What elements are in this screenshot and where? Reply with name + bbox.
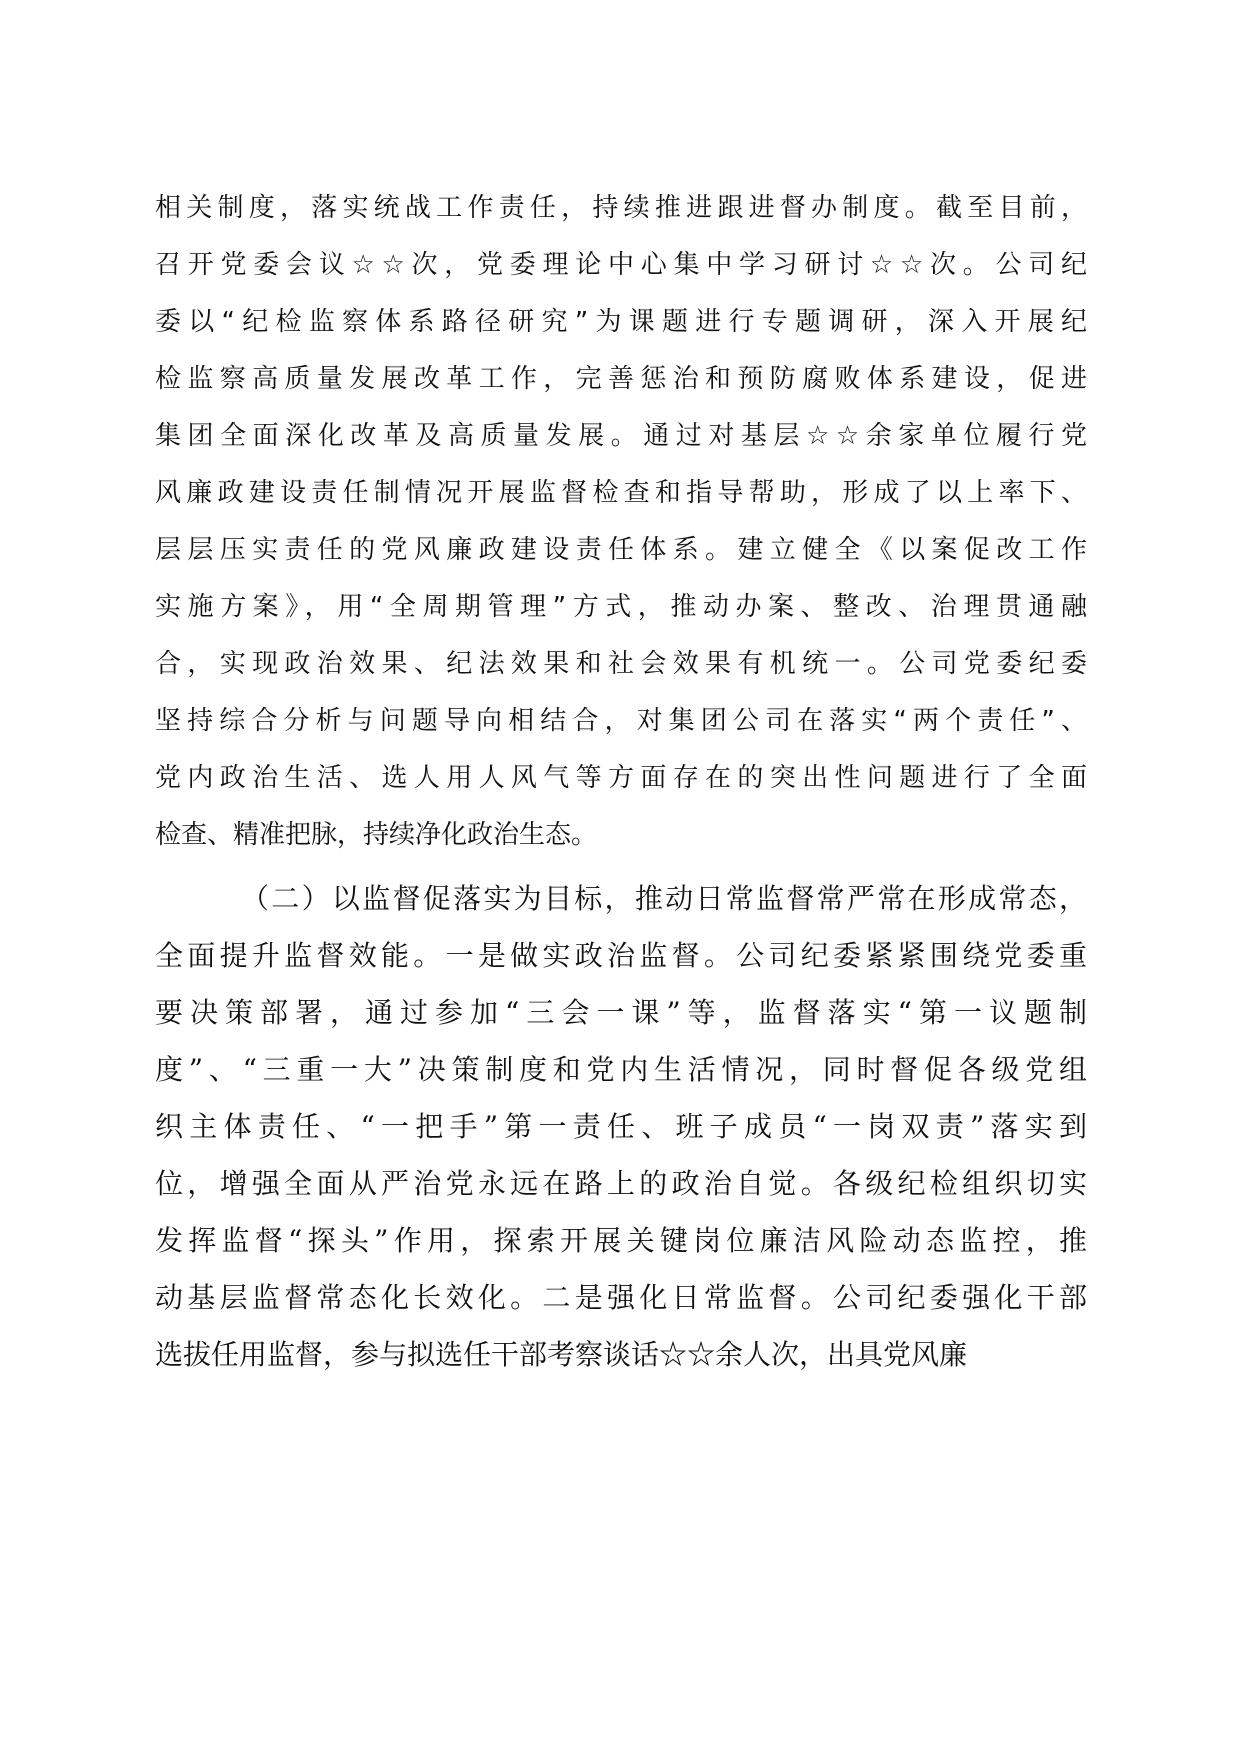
paragraph-line: 全面提升监督效能。一是做实政治监督。公司纪委紧紧围绕党委重: [155, 939, 1087, 972]
paragraph-line: 发挥监督“探头”作用，探索开展关键岗位廉洁风险动态监控，推: [155, 1224, 1087, 1257]
document-body: [155, 180, 1087, 1383]
paragraph-line: 要决策部署，通过参加“三会一课”等，监督落实“第一议题制: [155, 996, 1087, 1029]
paragraph-line: 委以“纪检监察体系路径研究”为课题进行专题调研，深入开展纪: [155, 307, 1087, 337]
paragraph-line: 风廉政建设责任制情况开展监督检查和指导帮助，形成了以上率下、: [155, 478, 1087, 508]
paragraph-heading-line: （二）以监督促落实为目标，推动日常监督常严常在形成常态，: [241, 882, 1087, 915]
paragraph-line-last: 检查、精准把脉，持续净化政治生态。: [155, 820, 598, 850]
paragraph-line: 坚持综合分析与问题导向相结合，对集团公司在落实“两个责任”、: [155, 706, 1087, 736]
paragraph-line: 织主体责任、“一把手”第一责任、班子成员“一岗双责”落实到: [155, 1110, 1087, 1143]
paragraph-line: 层层压实责任的党风廉政建设责任体系。建立健全《以案促改工作: [155, 535, 1087, 565]
paragraph-line: 位，增强全面从严治党永远在路上的政治自觉。各级纪检组织切实: [155, 1167, 1087, 1200]
paragraph-line: 度”、“三重一大”决策制度和党内生活情况，同时督促各级党组: [155, 1053, 1087, 1086]
paragraph-line-last: 选拔任用监督，参与拟选任干部考察谈话☆☆余人次，出具党风廉: [155, 1338, 968, 1371]
paragraph-line: 召开党委会议☆☆次，党委理论中心集中学习研讨☆☆次。公司纪: [155, 250, 1087, 280]
paragraph-line: 党内政治生活、选人用人风气等方面存在的突出性问题进行了全面: [155, 763, 1087, 793]
paragraph-line: 动基层监督常态化长效化。二是强化日常监督。公司纪委强化干部: [155, 1281, 1087, 1314]
paragraph-line: 实施方案》，用“全周期管理”方式，推动办案、整改、治理贯通融: [155, 592, 1087, 622]
paragraph-line: 合，实现政治效果、纪法效果和社会效果有机统一。公司党委纪委: [155, 649, 1087, 679]
paragraph-1: [155, 180, 1087, 864]
paragraph-line: 相关制度，落实统战工作责任，持续推进跟进督办制度。截至目前，: [155, 193, 1087, 223]
paragraph-2: [155, 870, 1087, 1383]
paragraph-line: 集团全面深化改革及高质量发展。通过对基层☆☆余家单位履行党: [155, 421, 1087, 451]
paragraph-line: 检监察高质量发展改革工作，完善惩治和预防腐败体系建设，促进: [155, 364, 1087, 394]
